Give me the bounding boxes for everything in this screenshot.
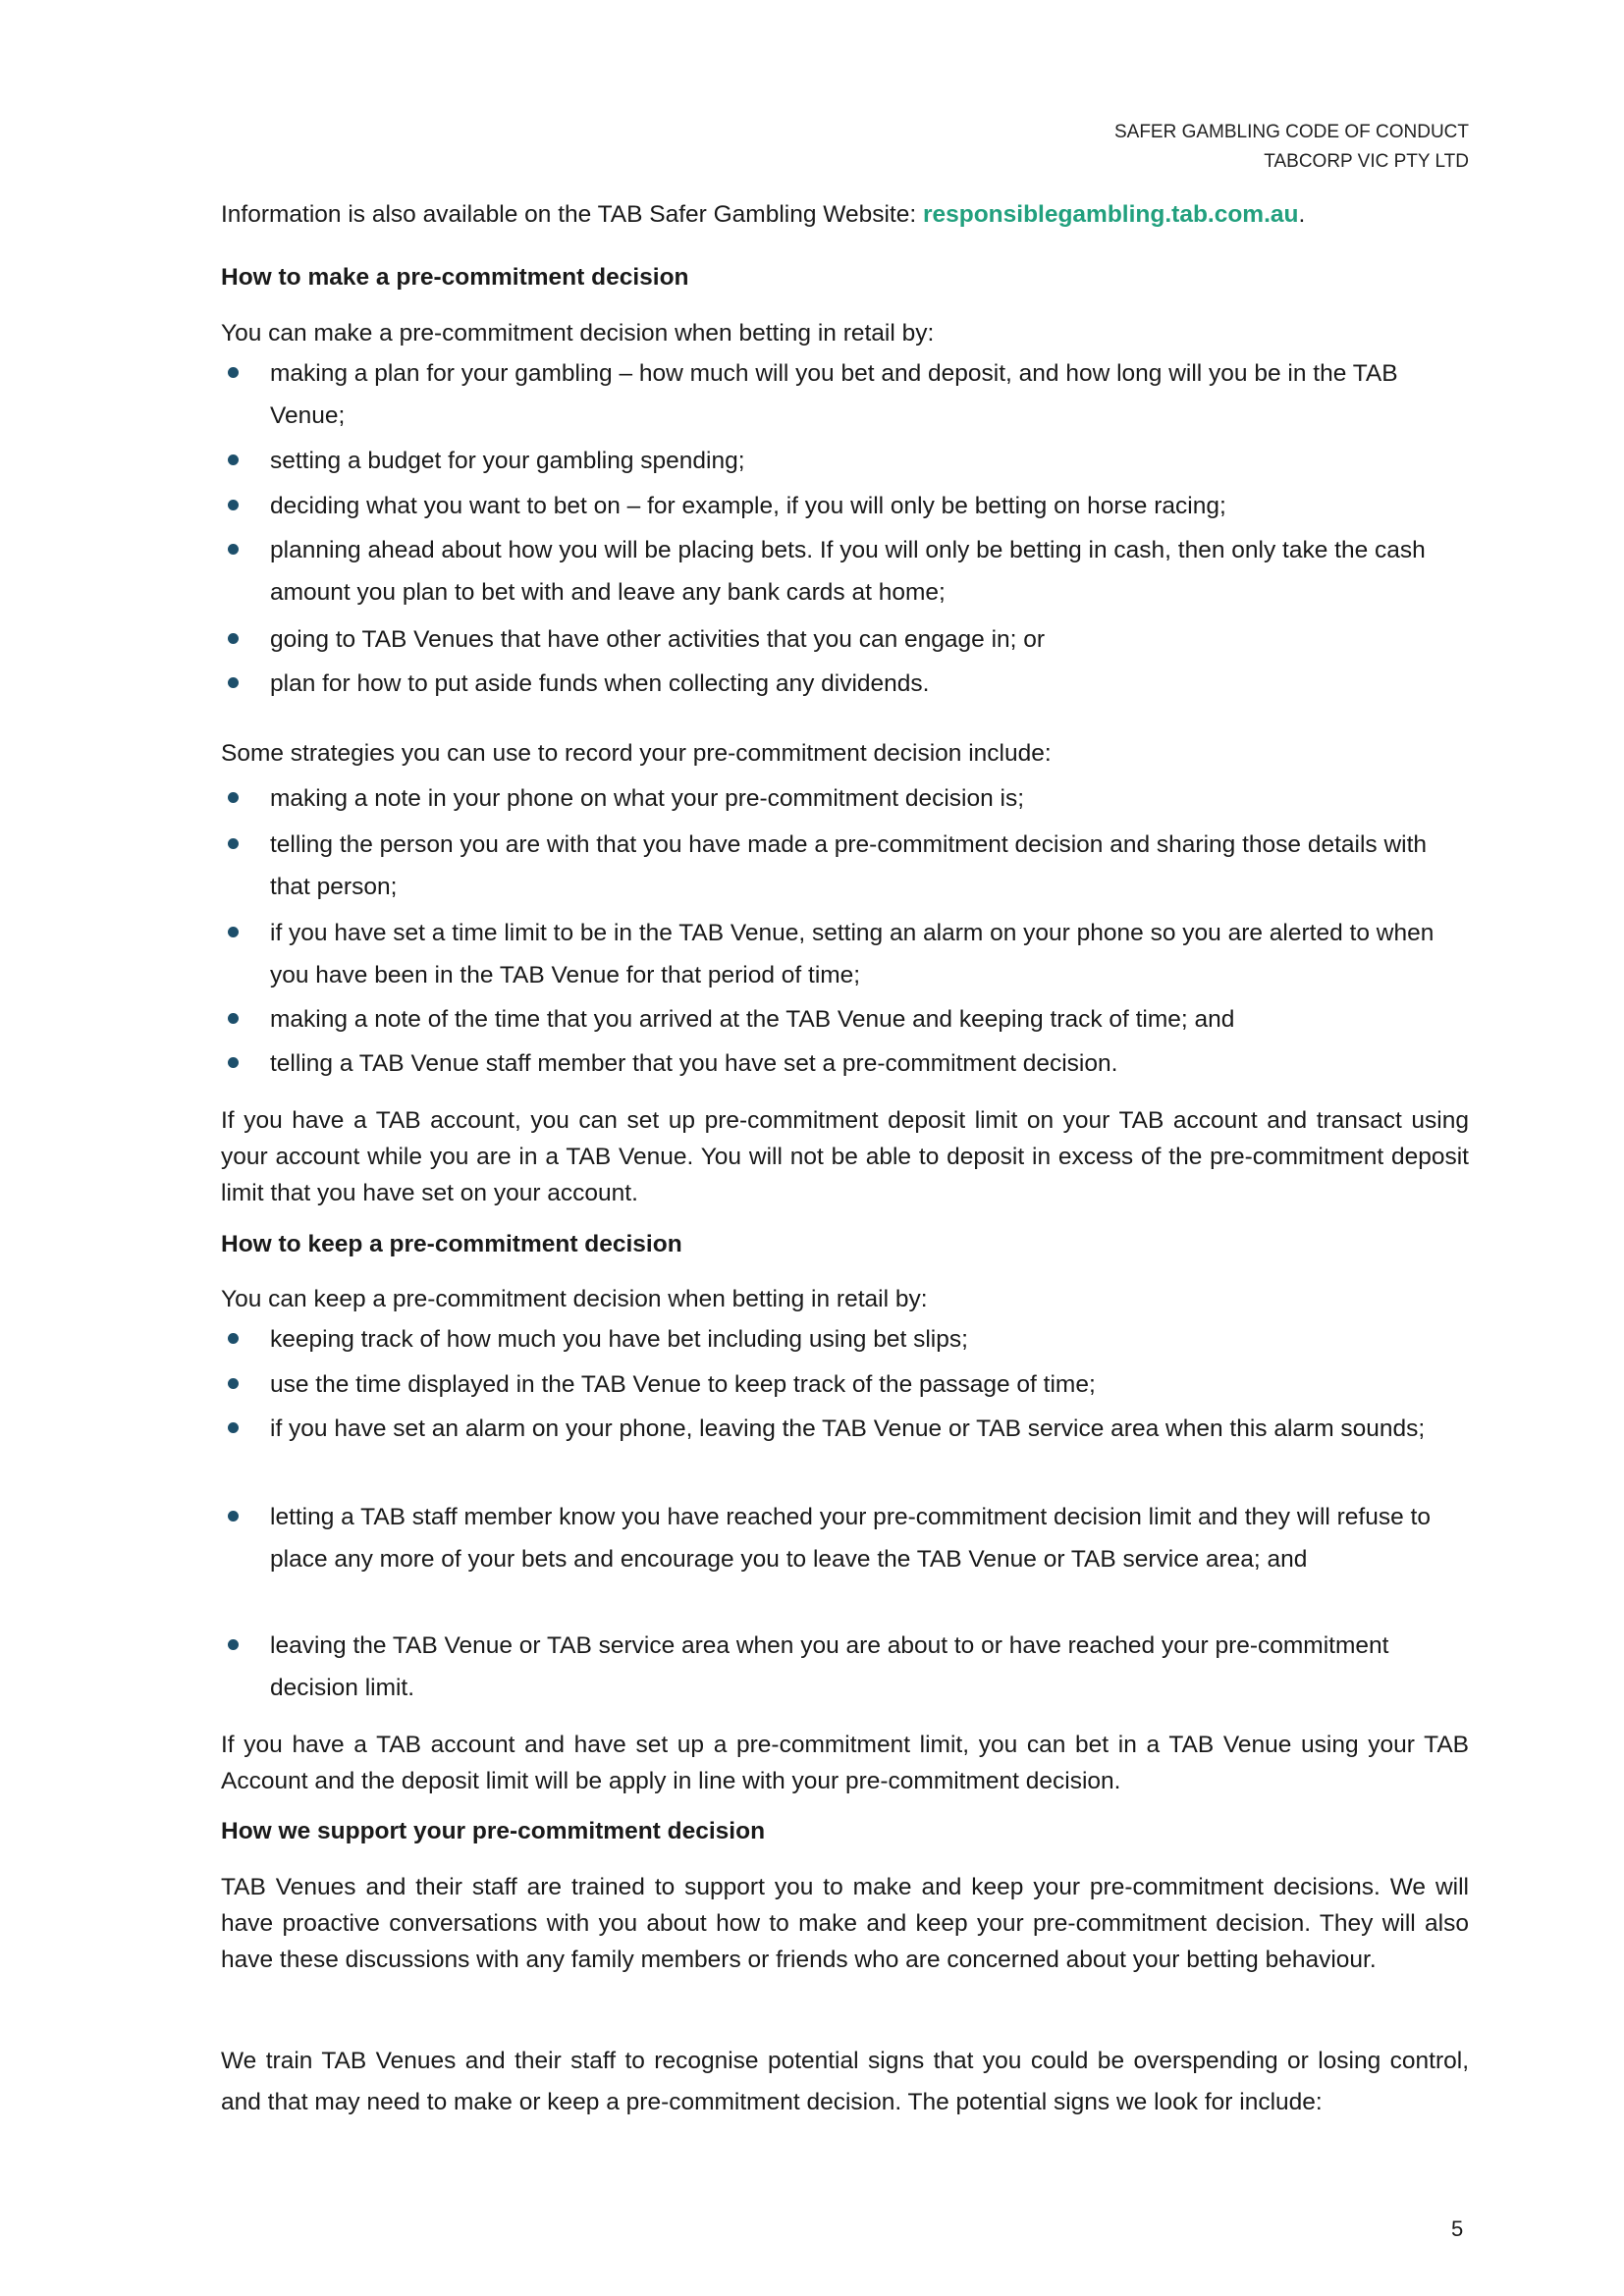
list-item: [228, 440, 1469, 482]
list-item: [228, 1042, 1469, 1085]
heading-keep: How to keep a pre-commitment decision: [221, 1231, 682, 1257]
support-paragraph-2: We train TAB Venues and their staff to recognise potential signs that you could be overspending or losing control, and that may need to make or keep a pre-commitment decision. The potential signs we look for include:: [221, 2048, 1469, 2115]
bullet-icon: [228, 633, 239, 644]
bullet-icon: [228, 1333, 239, 1344]
list-item-text: going to TAB Venues that have other activities that you can engage in; or: [270, 626, 1046, 653]
list-item: [228, 485, 1469, 527]
list-item-text: if you have set an alarm on your phone, leaving the TAB Venue or TAB service area when this alarm sounds;: [270, 1415, 1426, 1442]
list-item-text: making a plan for your gambling – how much will you bet and deposit, and how long will you be in the TAB Venue;: [270, 360, 1398, 429]
bullet-icon: [228, 1639, 239, 1650]
list-item: [228, 912, 1469, 996]
make-lead: You can make a pre-commitment decision when betting in retail by:: [221, 320, 935, 347]
heading-support: How we support your pre-commitment decision: [221, 1818, 766, 1844]
list-item: [228, 1496, 1469, 1580]
bullet-icon: [228, 927, 239, 937]
list-item-text: making a note in your phone on what your pre-commitment decision is;: [270, 785, 1025, 812]
page-number: 5: [1451, 2216, 1464, 2241]
list-item-text: deciding what you want to bet on – for example, if you will only be betting on horse racing;: [270, 493, 1226, 519]
header-code-title: SAFER GAMBLING CODE OF CONDUCT: [1113, 122, 1469, 142]
list-item-text: planning ahead about how you will be placing bets. If you will only be betting in cash, then only take the cash amount you plan to bet with and leave any bank cards at home;: [270, 537, 1426, 606]
intro-end: .: [1298, 201, 1306, 228]
list-item: [228, 824, 1469, 908]
list-item: [228, 618, 1469, 661]
list-item: [228, 1318, 1469, 1361]
bullet-icon: [228, 1422, 239, 1433]
list-item-text: leaving the TAB Venue or TAB service area when you are about to or have reached your pre-commitment decision limit.: [270, 1632, 1389, 1701]
running-header: [1114, 118, 1469, 177]
account-paragraph: If you have a TAB account, you can set up pre-commitment deposit limit on your TAB account and transact using your account while you are in a TAB Venue. You will not be able to deposit in excess of the pre-commitment deposit limit that you have set on your account.: [221, 1107, 1469, 1206]
bullet-icon: [228, 677, 239, 688]
list-item: [228, 777, 1469, 820]
bullet-icon: [228, 1378, 239, 1389]
list-item-text: telling a TAB Venue staff member that you have set a pre-commitment decision.: [270, 1050, 1118, 1077]
support-paragraph-1: TAB Venues and their staff are trained to support you to make and keep your pre-commitment decisions. We will have proactive conversations with you about how to make and keep your pre-commitment decision. They will also have these discussions with any family members or friends who are concerned about your betting behaviour.: [221, 1874, 1469, 1973]
strategies-lead: Some strategies you can use to record your pre-commitment decision include:: [221, 740, 1052, 767]
website-link[interactable]: responsiblegambling.tab.com.au: [922, 201, 1299, 228]
list-item-text: plan for how to put aside funds when collecting any dividends.: [270, 670, 930, 697]
bullet-icon: [228, 792, 239, 803]
list-item-text: making a note of the time that you arrived at the TAB Venue and keeping track of time; and: [270, 1006, 1235, 1033]
list-item-text: telling the person you are with that you have made a pre-commitment decision and sharing those details with that person;: [270, 831, 1428, 900]
list-item: [228, 663, 1469, 705]
list-item-text: if you have set a time limit to be in the TAB Venue, setting an alarm on your phone so you are alerted to when you have been in the TAB Venue for that period of time;: [270, 920, 1435, 988]
list-item-text: keeping track of how much you have bet including using bet slips;: [270, 1326, 968, 1353]
bullet-icon: [228, 367, 239, 378]
list-item-text: setting a budget for your gambling spending;: [270, 448, 745, 474]
list-item: [228, 352, 1469, 437]
list-item-text: use the time displayed in the TAB Venue to keep track of the passage of time;: [270, 1371, 1096, 1398]
keep-account-paragraph: If you have a TAB account and have set up a pre-commitment limit, you can bet in a TAB Venue using your TAB Account and the deposit limit will be apply in line with your pre-commitment decision.: [221, 1732, 1469, 1794]
list-item: [228, 1408, 1469, 1450]
bullet-icon: [228, 1013, 239, 1024]
bullet-icon: [228, 544, 239, 555]
keep-lead: You can keep a pre-commitment decision when betting in retail by:: [221, 1286, 928, 1312]
intro-paragraph: [221, 196, 1469, 233]
header-company: TABCORP VIC PTY LTD: [1264, 151, 1469, 172]
bullet-icon: [228, 1057, 239, 1068]
list-item: [228, 1625, 1469, 1709]
list-item: [228, 1363, 1469, 1406]
intro-text: Information is also available on the TAB Safer Gambling Website:: [221, 201, 923, 228]
list-item: [228, 998, 1469, 1041]
list-item: [228, 529, 1469, 614]
bullet-icon: [228, 500, 239, 510]
bullet-icon: [228, 1511, 239, 1522]
bullet-icon: [228, 838, 239, 849]
list-item-text: letting a TAB staff member know you have reached your pre-commitment decision limit and they will refuse to place any more of your bets and encourage you to leave the TAB Venue or TAB service area; and: [270, 1504, 1431, 1573]
bullet-icon: [228, 454, 239, 465]
heading-make: How to make a pre-commitment decision: [221, 264, 689, 291]
